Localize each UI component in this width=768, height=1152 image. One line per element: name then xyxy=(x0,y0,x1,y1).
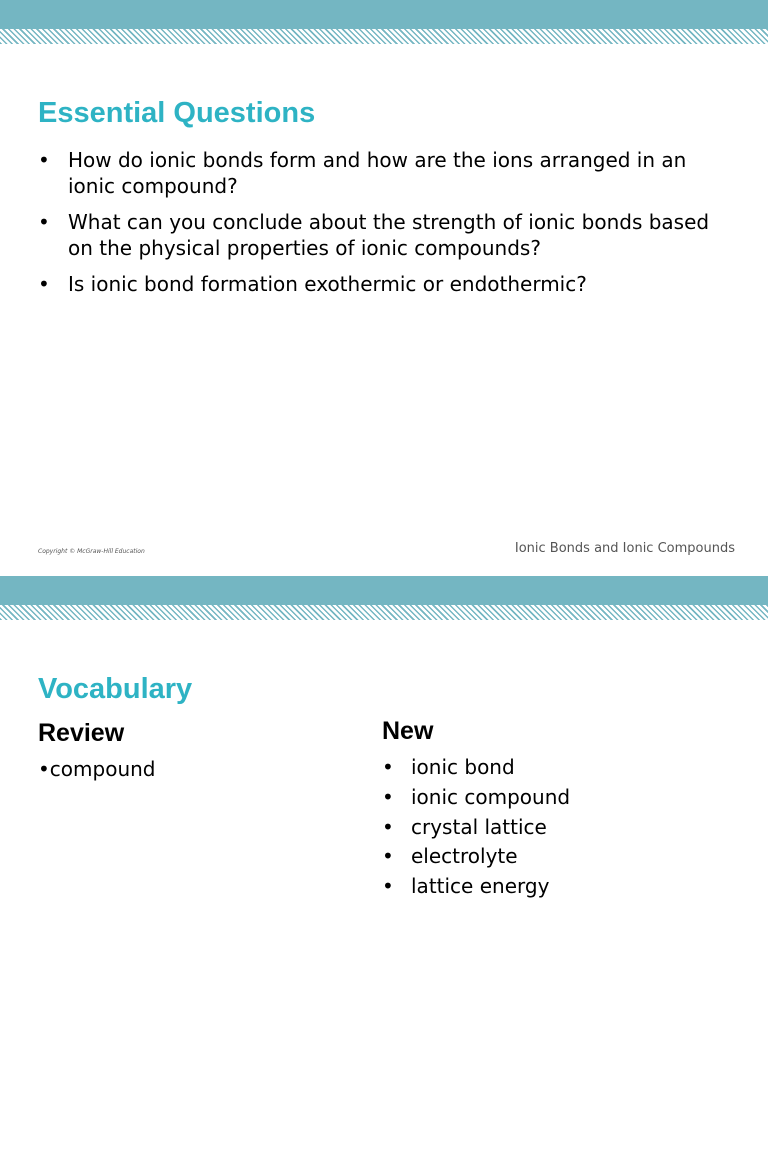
new-terms-list xyxy=(382,754,742,903)
bullet-icon: • xyxy=(38,210,50,234)
bullet-icon: • xyxy=(382,755,394,779)
question-text: What can you conclude about the strength of ionic bonds based on the physical properties of ionic compounds? xyxy=(68,210,710,260)
bullet-icon: • xyxy=(382,784,394,809)
bullet-icon: • xyxy=(382,874,394,899)
term-item xyxy=(382,873,742,899)
header-banner-pattern xyxy=(0,605,768,620)
question-text: How do ionic bonds form and how are the ions arranged in an ionic compound? xyxy=(68,148,687,198)
bullet-icon: • xyxy=(382,844,394,869)
slide-title: Vocabulary xyxy=(38,673,193,705)
new-heading: New xyxy=(382,717,434,745)
question-item xyxy=(38,147,738,199)
term-item xyxy=(382,814,742,840)
bullet-icon: • xyxy=(38,272,50,296)
question-text: Is ionic bond formation exothermic or endothermic? xyxy=(68,272,587,296)
term-item xyxy=(382,784,742,810)
term-text: crystal lattice xyxy=(411,814,547,839)
copyright-notice: Copyright © McGraw-Hill Education xyxy=(38,548,145,555)
review-heading: Review xyxy=(38,719,125,747)
footer-topic: Ionic Bonds and Ionic Compounds xyxy=(514,541,735,556)
question-item xyxy=(38,271,738,297)
header-banner xyxy=(0,0,768,29)
bullet-icon: • xyxy=(38,148,50,172)
term-item xyxy=(382,754,742,780)
review-term: •compound xyxy=(38,757,156,781)
term-text: ionic bond xyxy=(411,755,515,779)
term-text: lattice energy xyxy=(411,874,550,899)
slide-title: Essential Questions xyxy=(38,97,316,129)
question-item xyxy=(38,209,738,261)
term-text: electrolyte xyxy=(411,844,518,869)
question-list xyxy=(38,147,738,307)
slide-vocabulary xyxy=(0,576,768,1152)
header-banner-pattern xyxy=(0,29,768,44)
bullet-icon: • xyxy=(382,814,394,839)
header-banner xyxy=(0,576,768,605)
term-item xyxy=(382,843,742,869)
term-text: ionic compound xyxy=(411,784,571,809)
